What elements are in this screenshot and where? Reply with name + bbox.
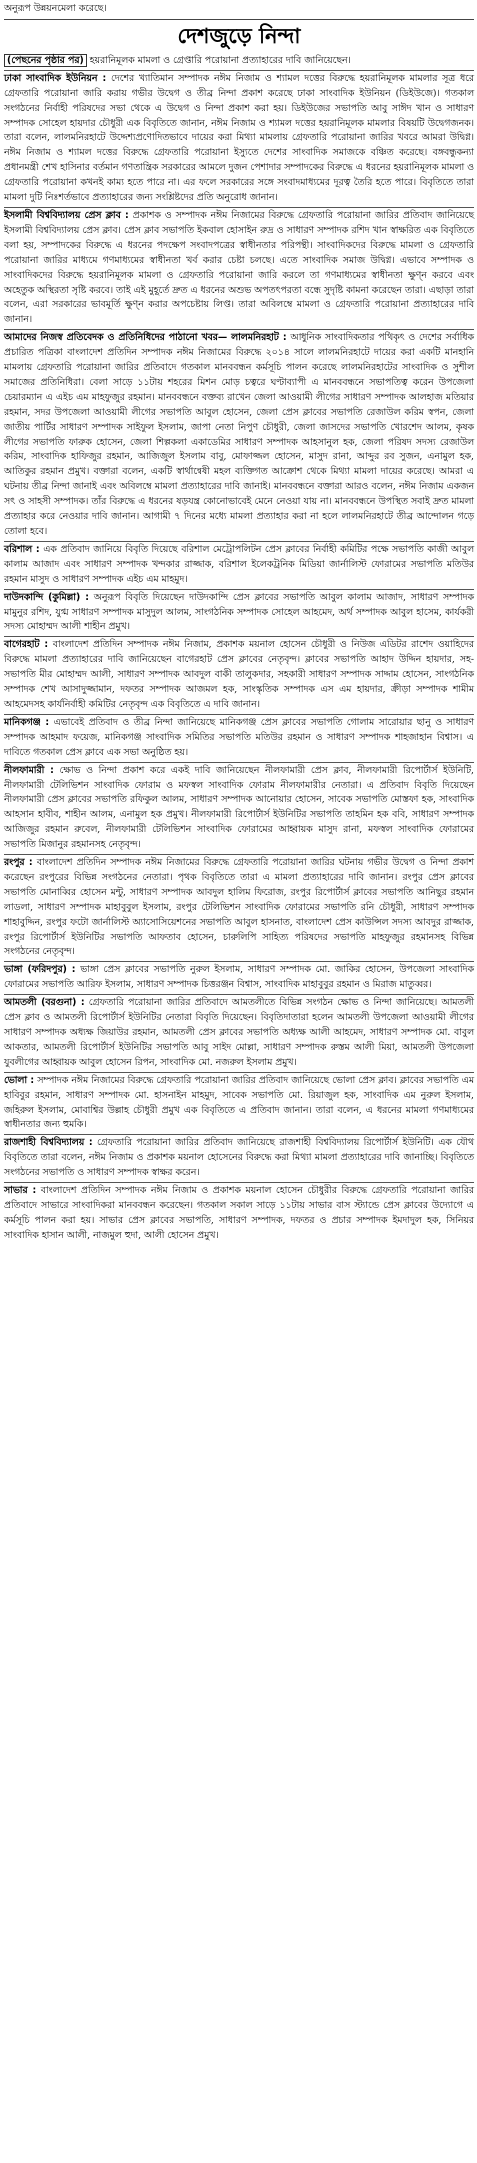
intro-line: অনুরূপ উন্নয়নমেলা করেছে। <box>4 2 474 20</box>
section-dhaka-journalists-union <box>4 70 474 206</box>
section-label: ভাঙ্গা (ফরিদপুর) : <box>4 964 76 976</box>
section-label: আমতলী (বরগুনা) : <box>4 997 85 1009</box>
section-label: রাজশাহী বিশ্ববিদ্যালয় : <box>4 1137 93 1149</box>
section-text: বাংলাদেশ প্রতিদিন সম্পাদক নঈম নিজাম ও প্রকাশক ময়নাল হোসেন চৌধুরীর বিরুদ্ধে গ্রেফতারি পরোয়ানা জারির প্রতিবাদে সাভারে সাংবাদিকরা মানববন্ধন করেছেন। গতকাল সকাল সাড়ে ১১টায় সাভার বাস স্ট্যান্ডে প্রেস ক্লাবের উদ্যোগে এ কর্মসূচি পালন করা হয়। সাভার প্রেস ক্লাবের সভাপতি, সাধারণ সম্পাদক, দফতর ও প্রচার সম্পাদক ইমদাদুল হক, সিনিয়র সাংবাদিক হাসান আলী, নাজমুল হুদা, আলী হোসেন প্রমুখ। <box>4 1185 474 1241</box>
section-nilphamari <box>4 762 474 853</box>
section-text: প্রকাশক ও সম্পাদক নঈম নিজামের বিরুদ্ধে গ্রেফতারি পরোয়ানা জারির প্রতিবাদ জানিয়েছে ইসলামী বিশ্ববিদ্যালয় প্রেস ক্লাব। প্রেস ক্লাব সভাপতি ইকবাল হোসাইন রুদ্র ও সাধারণ সম্পাদক রশিদ খান স্বাক্ষরিত এক বিবৃতিতে বলা হয়, সম্পাদকের বিরুদ্ধে এ ধরনের পদক্ষেপ সংবাদপত্রের স্বাধীনতার পরিপন্থী। সাংবাদিকদের বিরুদ্ধে মামলা ও গ্রেফতারি পরোয়ানা জারির মাধ্যমে গণমাধ্যমের স্বাধীনতা খর্ব করার চেষ্টা চলছে। এতে সাংবাদিক সমাজ উদ্বিগ্ন। এভাবে সম্পাদক ও সাংবাদিকদের বিরুদ্ধে হয়রানিমূলক মামলা ও গ্রেফতারি পরোয়ানা জারি করলে তা গণমাধ্যমের স্বাধীনতা ক্ষুণ্ন করবে এবং অহেতুক অস্থিরতা সৃষ্টি করবে। তাই এই মুহূর্তে দ্রুত এ ধরনের অশুভ অপতৎপরতা বন্ধে সুদৃষ্টি কামনা করেছেন তারা। এছাড়া তারা বলেন, এরা সরকারের ভাবমূর্তি ক্ষুণ্ন করার অপচেষ্টায় লিপ্ত। তারা অবিলম্বে মামলা ও গ্রেফতারি পরোয়ানা প্রত্যাহারের দাবি জানান। <box>4 209 474 326</box>
section-label: মানিকগঞ্জ : <box>4 716 50 728</box>
section-rangpur <box>4 854 474 960</box>
section-text: আধুনিক সাংবাদিকতার পথিকৃৎ ও দেশের সর্বাধিক প্রচারিত পত্রিকা বাংলাদেশ প্রতিদিন সম্পাদক নঈম নিজামের বিরুদ্ধে ২০১৪ সালে লালমনিরহাটে দায়ের করা একটি মানহানি মামলায় গ্রেফতারি পরোয়ানা জারির প্রতিবাদে গতকাল মানববন্ধন কর্মসূচি পালন করেছে লালমনিরহাটের সাংবাদিক ও সুশীল সমাজের প্রতিনিধিরা। বেলা সাড়ে ১১টায় শহরের মিশন মোড় চত্বরে ঘণ্টাব্যাপী এ মানববন্ধনে সভাপতিত্ব করেন উপজেলা চেয়ারম্যান এ এইচ এম মাহফুজুর রহমান। মানববন্ধনে বক্তব্য রাখেন জেলা আওয়ামী লীগের সাধারণ সম্পাদক আলহাজ মতিয়ার রহমান, সদর উপজেলা আওয়ামী লীগের সভাপতি আবুল হোসেন, জেলা প্রেস ক্লাবের সভাপতি রেজাউল করিম স্বপন, জেলা জাতীয় পার্টির সাধারণ সম্পাদক সাইফুল ইসলাম, জাপা নেতা নিপুণ চৌধুরী, জেলা জাসদের সভাপতি খোরশেদ আলম, কৃষক লীগের সভাপতি ফারুক হোসেন, জেলা শিল্পকলা একাডেমির সাধারণ সম্পাদক আহসানুল হক, জেলা পরিষদ সদস্য রেজাউল করিম, সাংবাদিক হাফিজুর রহমান, আজিজুল ইসলাম বাবু, মোফাজ্জল হোসেন, মাসুদ রানা, আব্দুর রব সুজন, এনামুল হক, আতিকুর রহমান প্রমুখ। বক্তারা বলেন, একটি স্বার্থান্বেষী মহল ব্যক্তিগত আক্রোশ থেকে মিথ্যা মামলা দায়ের করেছে। আমরা এ ঘটনায় তীব্র নিন্দা জানাই এবং অবিলম্বে মামলা প্রত্যাহারের দাবি জানাই। মানববন্ধনে বক্তারা আরও বলেন, নঈম নিজাম একজন সৎ ও সাহসী সম্পাদক। তাঁর বিরুদ্ধে এ ধরনের ষড়যন্ত্র কোনোভাবেই মেনে নেওয়া যায় না। মানববন্ধনে উপস্থিত সবাই দ্রুত মামলা প্রত্যাহার করে নেওয়ার দাবি জানান। আগামী ৭ দিনের মধ্যে মামলা প্রত্যাহার করা না হলে লালমনিরহাটে তীব্র আন্দোলন গড়ে তোলা হবে। <box>4 332 475 537</box>
section-label: ভোলা : <box>4 1074 35 1086</box>
section-text: সম্পাদক নঈম নিজামের বিরুদ্ধে গ্রেফতারি পরোয়ানা জারির প্রতিবাদ জানিয়েছে ভোলা প্রেস ক্লাব। ক্লাবের সভাপতি এম হাবিবুর রহমান, সাধারণ সম্পাদক মো. হাসনাইন মাহমুদ, সাবেক সভাপতি মো. রিয়াজুল হক, সাংবাদিক এম নুরুল ইসলাম, জহিরুল ইসলাম, মোবাশ্বির উল্লাহ চৌধুরী প্রমুখ এক বিবৃতিতে এ প্রতিবাদ জানান। তারা বলেন, এ ধরনের মামলা গণমাধ্যমের স্বাধীনতার জন্য হুমকি। <box>4 1074 474 1131</box>
section-barishal <box>4 541 474 588</box>
section-label: বাগেরহাট : <box>4 639 49 651</box>
section-text: গ্রেফতারি পরোয়ানা জারির প্রতিবাদ জানিয়েছে রাজশাহী বিশ্ববিদ্যালয় রিপোর্টার্স ইউনিটি। এক যৌথ বিবৃতিতে তারা বলেন, নঈম নিজাম ও প্রকাশক ময়নাল হোসেনের বিরুদ্ধে করা মিথ্যা মামলা প্রত্যাহারের দাবি জানাচ্ছি। বিবৃতিতে সংগঠনের সভাপতি ও সাধারণ সম্পাদক স্বাক্ষর করেন। <box>4 1137 475 1179</box>
section-bhola <box>4 1072 474 1134</box>
section-bhanga <box>4 961 474 993</box>
section-islamic-university-press-club <box>4 207 474 328</box>
section-savar <box>4 1182 474 1244</box>
section-bagerhat <box>4 636 474 713</box>
section-text: বাংলাদেশ প্রতিদিন সম্পাদক নঈম নিজামের বিরুদ্ধে গ্রেফতারি পরোয়ানা জারির ঘটনায় গভীর উদ্বেগ ও নিন্দা প্রকাশ করেছেন রংপুরের বিভিন্ন সংগঠনের নেতারা। পৃথক বিবৃতিতে তারা এ মামলা প্রত্যাহারের দাবি জানান। রংপুর প্রেস ক্লাবের সভাপতি মোনাব্বির হোসেন মন্টু, সাধারণ সম্পাদক আবদুল হালিম ফিরোজ, রংপুর রিপোর্টার্স ক্লাবের সভাপতি আনিছুর রহমান লাডলা, সাধারণ সম্পাদক মাহাবুবুল ইসলাম, রংপুর টেলিভিশন সাংবাদিক ফোরামের সভাপতি রনি চৌধুরী, সাধারণ সম্পাদক শাহাবুদ্দিন, রংপুর ফটো জার্নালিস্ট অ্যাসোসিয়েশনের সভাপতি আবুল হাসনাত, বাংলাদেশ প্রেস কাউন্সিল সদস্য আবদুর রাজ্জাক, রংপুর রিপোর্টার্স ইউনিটির সভাপতি আফতাব হোসেন, চারুলিপি সাহিত্য পরিষদের সভাপতি মাহফুজুর রহমানসহ বিভিন্ন সংগঠনের নেতৃবৃন্দ। <box>4 857 475 958</box>
section-rajshahi-university <box>4 1134 474 1181</box>
section-text: এক প্রতিবাদ জানিয়ে বিবৃতি দিয়েছে বরিশাল মেট্রোপলিটন প্রেস ক্লাবের নির্বাহী কমিটির পক্ষে সভাপতি কাজী আবুল কালাম আজাদ এবং সাধারণ সম্পাদক খন্দকার রাজ্জাক, বরিশাল ইলেকট্রনিক মিডিয়া জার্নালিস্ট ফোরামের সভাপতি মতিউর রহমান মাসুদ ও সাধারণ সম্পাদক এইচ এম মাহমুদ। <box>4 543 474 585</box>
section-text: দেশের খ্যাতিমান সম্পাদক নঈম নিজাম ও শ্যামল দত্তের বিরুদ্ধে হয়রানিমূলক মামলার সূত্র ধরে গ্রেফতারি পরোয়ানা জারি করায় গভীর উদ্বেগ ও তীব্র নিন্দা প্রকাশ করেছে ঢাকা সাংবাদিক ইউনিয়ন (ডিইউজে)। গতকাল সংগঠনের নির্বাহী পরিষদের সভা থেকে এ উদ্বেগ ও নিন্দা প্রকাশ করা হয়। ডিইউজের সভাপতি আবু সাঈদ খান ও সাধারণ সম্পাদক সোহেল হায়দার চৌধুরী এক বিবৃতিতে জানান, নঈম নিজাম ও শ্যামল দত্তের হয়রানিমূলক মামলার বিষয়টি উদ্বেগজনক। তারা বলেন, লালমনিরহাটে উদ্দেশ্যপ্রণোদিতভাবে দায়ের করা মিথ্যা মামলায় গ্রেফতারি পরোয়ানা জারির খবরে আমরা উদ্বিগ্ন। নঈম নিজাম ও শ্যামল দত্তের বিরুদ্ধে গ্রেফতারি পরোয়ানা ইস্যুতে দেশের সাংবাদিক সমাজকে বঞ্চিত করেছে। বঙ্গবন্ধুকন্যা প্রধানমন্ত্রী শেখ হাসিনার বর্তমান গণতান্ত্রিক সরকারের আমলে দুজন পেশাদার সম্পাদকের বিরুদ্ধে এ ধরনের হয়রানিমূলক মামলা ও গ্রেফতারি পরোয়ানা কখনই কাম্য হতে পারে না। এর ফলে সরকারের সঙ্গে সংবাদমাধ্যমের দূরত্ব তৈরি হতে পারে। বিবৃতিতে তারা মামলা দুটি নিঃশর্তভাবে প্রত্যাহারের জন্য সংশ্লিষ্টদের প্রতি অনুরোধ জানান। <box>4 72 474 204</box>
section-label: রংপুর : <box>4 857 33 869</box>
section-lalmonirhat <box>4 329 474 540</box>
section-daudkandi <box>4 589 474 636</box>
section-text: ভাঙ্গা প্রেস ক্লাবের সভাপতি নুরুল ইসলাম, সাধারণ সম্পাদক মো. জাকির হোসেন, উপজেলা সাংবাদিক ফোরামের সভাপতি আরিফ ইসলাম, সাধারণ সম্পাদক চিত্তরঞ্জন বিশ্বাস, সাংবাদিক মাহাবুবুর রহমান ও মিরাজ মাতুব্বর। <box>4 964 474 991</box>
section-text: ক্ষোভ ও নিন্দা প্রকাশ করে একই দাবি জানিয়েছেন নীলফামারী প্রেস ক্লাব, নীলফামারী রিপোর্টার্স ইউনিটি, নীলফামারী টেলিভিশন সাংবাদিক ফোরাম ও মফস্বল সাংবাদিক ফোরাম নীলফামারীর নেতারা। এ প্রতিবাদ বিবৃতি দিয়েছেন নীলফামারী প্রেস ক্লাবের সভাপতি রফিকুল আলম, সাধারণ সম্পাদক আনোয়ার হোসেন, সাবেক সভাপতি মোস্তফা হক, সাংবাদিক আহসান হাবীব, শাহীন আলম, এনামুল হক প্রমুখ। নীলফামারী রিপোর্টার্স ইউনিটির সভাপতি তাহমিন হক ববি, সাধারণ সম্পাদক আজিজুর রহমান রুবেল, নীলফামারী টেলিভিশন সাংবাদিক ফোরামের আহ্বায়ক মাসুদ রানা, মফস্বল সাংবাদিক ফোরামের সভাপতি মিজানুর রহমানসহ নেতৃবৃন্দ। <box>4 764 474 851</box>
headline-wrap <box>4 23 474 50</box>
section-label: ইসলামী বিশ্ববিদ্যালয় প্রেস ক্লাব : <box>4 209 129 221</box>
headline: দেশজুড়ে নিন্দা <box>177 23 301 48</box>
section-manikganj <box>4 714 474 761</box>
section-label: দাউদকান্দি (কুমিল্লা) : <box>4 591 89 603</box>
section-label: নীলফামারী : <box>4 764 54 776</box>
section-label: ঢাকা সাংবাদিক ইউনিয়ন : <box>4 72 107 84</box>
section-text: এভাবেই প্রতিবাদ ও তীব্র নিন্দা জানিয়েছে মানিকগঞ্জ প্রেস ক্লাবের সভাপতি গোলাম সারোয়ার ছানু ও সাধারণ সম্পাদক আহমাদ ফয়েজ, মানিকগঞ্জ সাংবাদিক সমিতির সভাপতি মতিউর রহমান ও সাধারণ সম্পাদক শাহজাহান বিশ্বাস। এ দাবিতে গতকাল প্রেস ক্লাবে এক সভা অনুষ্ঠিত হয়। <box>4 716 474 758</box>
section-amtali <box>4 994 474 1071</box>
lead-paragraph <box>4 54 474 69</box>
section-label: সাভার : <box>4 1185 37 1197</box>
section-label: বরিশাল : <box>4 543 40 555</box>
section-text: অনুরূপ বিবৃতি দিয়েছেন দাউদকান্দি প্রেস ক্লাবের সভাপতি আবুল কালাম আজাদ, সাধারণ সম্পাদক মামুনুর রশিদ, যুগ্ম সাধারণ সম্পাদক মাসুদুল আলম, সাংগঠনিক সম্পাদক সোহেল আহমেদ, অর্থ সম্পাদক আবুল হাসেম, কার্যকরী সদস্য মোহাম্মদ আলী শাহীন প্রমুখ। <box>4 591 474 633</box>
section-label: আমাদের নিজস্ব প্রতিবেদক ও প্রতিনিধিদের পাঠানো খবর— লালমনিরহাট : <box>4 332 287 344</box>
lead-text: হয়রানিমূলক মামলা ও গ্রেপ্তারি পরোয়ানা প্রত্যাহারের দাবি জানিয়েছেন। <box>86 54 351 66</box>
continued-label: (পেছনের পৃষ্ঠার পর) <box>4 54 87 67</box>
section-text: গ্রেফতারি পরোয়ানা জারির প্রতিবাদে আমতলীতে বিভিন্ন সংগঠন ক্ষোভ ও নিন্দা জানিয়েছে। আমতলী প্রেস ক্লাব ও আমতলী রিপোর্টার্স ইউনিটির নেতারা বিবৃতি দিয়েছেন। বিবৃতিদাতারা হলেন আমতলী উপজেলা আওয়ামী লীগের সাধারণ সম্পাদক অধ্যক্ষ জিয়াউর রহমান, আমতলী প্রেস ক্লাবের সভাপতি অধ্যক্ষ আলী আহমেদ, সাধারণ সম্পাদক মো. বাবুল আকতার, আমতলী রিপোর্টার্স ইউনিটির সভাপতি আবু সাইদ মোল্লা, সাধারণ সম্পাদক রুস্তম আলী মিয়া, আমতলী উপজেলা যুবলীগের আহ্বায়ক আবুল হোসেন রিপন, সাংবাদিক মো. নজরুল ইসলাম প্রমুখ। <box>4 997 474 1068</box>
section-text: বাংলাদেশ প্রতিদিন সম্পাদক নঈম নিজাম, প্রকাশক ময়নাল হোসেন চৌধুরী ও নিউজ এডিটর রাশেদ ওয়াহিদের বিরুদ্ধে মামলা প্রত্যাহারের দাবি জানিয়েছেন বাগেরহাট প্রেস ক্লাবের নেতৃবৃন্দ। ক্লাবের সভাপতি আহাদ উদ্দিন হায়দার, সহ-সভাপতি মীর মোহাম্মদ আলী, সাধারণ সম্পাদক আবদুল বাকী তালুকদার, সহকারী সাধারণ সম্পাদক সাদ্দাম হোসেন, সাংগঠনিক সম্পাদক শেখ আসাদুজ্জামান, দফতর সম্পাদক আজমল হক, সাংস্কৃতিক সম্পাদক এস এম হায়দার, ক্রীড়া সম্পাদক শামীম আহমেদসহ কার্যনির্বাহী কমিটির নেতৃবৃন্দ এক বিবৃতিতে এ দাবি জানান। <box>4 639 474 710</box>
